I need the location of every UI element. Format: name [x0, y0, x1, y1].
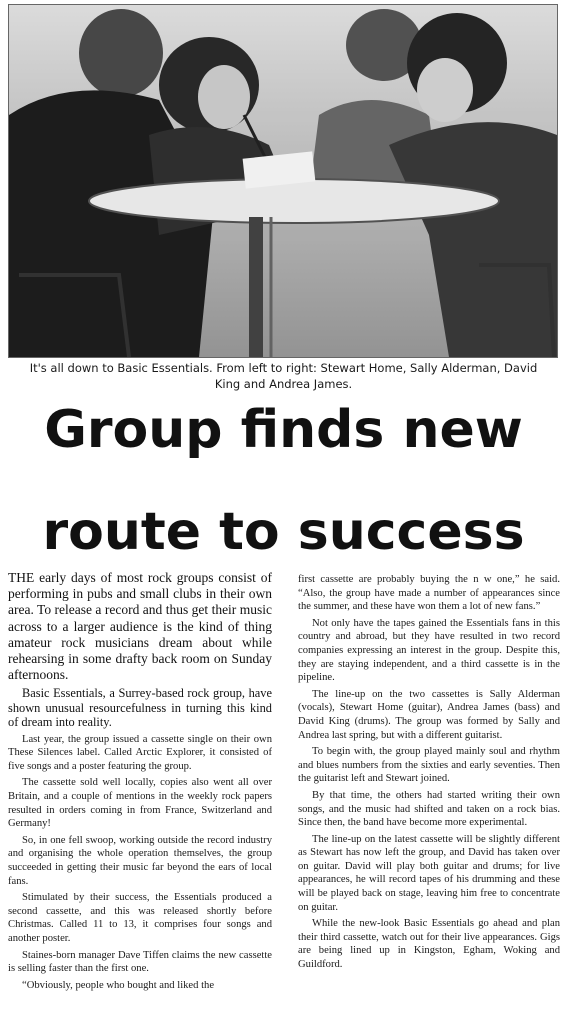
article-paragraph: Last year, the group issued a cassette single on their own These Silences label. Called Arctic Explorer, it consisted of five songs and a poster featuring the group.	[8, 733, 272, 772]
article-lead-paragraph: THE early days of most rock groups consist of performing in pubs and small clubs in their own area. To release a record and thus get their music across to a larger audience is the kind of thing amateur rock musicians dream about while rehearsing in some drafty back room on Sunday afternoons.	[8, 570, 272, 683]
article-paragraph: To begin with, the group played mainly soul and rhythm and blues numbers from the sixties and early seventies. Then the guitarist left and Stewart joined.	[298, 746, 560, 785]
article-column-left	[8, 570, 272, 1022]
article-paragraph: While the new-look Basic Essentials go ahead and plan their third cassette, watch out for their live appearances. Gigs are being lined up in Kingston, Egham, Woking and Guildford.	[298, 918, 560, 971]
photo-caption: It's all down to Basic Essentials. From left to right: Stewart Home, Sally Alderman, David King and Andrea James.	[29, 361, 538, 391]
article-paragraph: first cassette are probably buying the n w one,” he said. “Also, the group have made a number of appearances since the summer, and these have won them a lot of new fans.”	[298, 574, 560, 613]
article-paragraph: Staines-born manager Dave Tiffen claims the new cassette is selling faster than the first one.	[8, 949, 272, 975]
article-paragraph: So, in one fell swoop, working outside the record industry and organising the whole operation themselves, the group succeeded in getting their music far beyond the ears of local fans.	[8, 834, 272, 887]
article-paragraph: Stimulated by their success, the Essentials produced a second cassette, and this was released shortly before Christmas. Called 11 to 13, it comprises four songs and another poster.	[8, 892, 272, 944]
headline-line-2: route to success	[42, 502, 525, 562]
article-paragraph: “Obviously, people who bought and liked the	[22, 979, 215, 991]
headline-line-1: Group finds new	[44, 400, 523, 460]
article-paragraph: Not only have the tapes gained the Essentials fans in this country and abroad, but they have resulted in two record companies expressing an interest in the group. Despite this, they are staying independent, and a third cassette is in the pipeline.	[298, 617, 560, 684]
article-paragraph: Basic Essentials, a Surrey-based rock group, have shown unusual resourcefulness in turning this kind of dream into reality.	[8, 686, 272, 730]
article-paragraph: The line-up on the latest cassette will be slightly different as Stewart has now left the group, and David has taken over on guitar. David will play both guitar and drums; for live appearances, he will record tapes of his drumming and these will be played back on stage, leaving him free to concentrate on guitar.	[298, 833, 560, 913]
band-photo	[8, 4, 558, 358]
article-paragraph: By that time, the others had started writing their own songs, and the music had shifted and taken on a rock bias. Since then, the band have become more experimental.	[298, 789, 560, 829]
article-paragraph: The cassette sold well locally, copies also went all over Britain, and a couple of mentions in the weekly rock papers resulted in orders coming in from France, Switzerland and Germany!	[8, 777, 272, 830]
newspaper-photo-icon	[9, 5, 557, 357]
article-column-right	[298, 570, 560, 1022]
article-paragraph: The line-up on the two cassettes is Sally Alderman (vocals), Stewart Home (guitar), Andrea James (bass) and David King (drums). The group was formed by Sally and Andrea last spring, but with a different guitarist.	[298, 688, 560, 741]
